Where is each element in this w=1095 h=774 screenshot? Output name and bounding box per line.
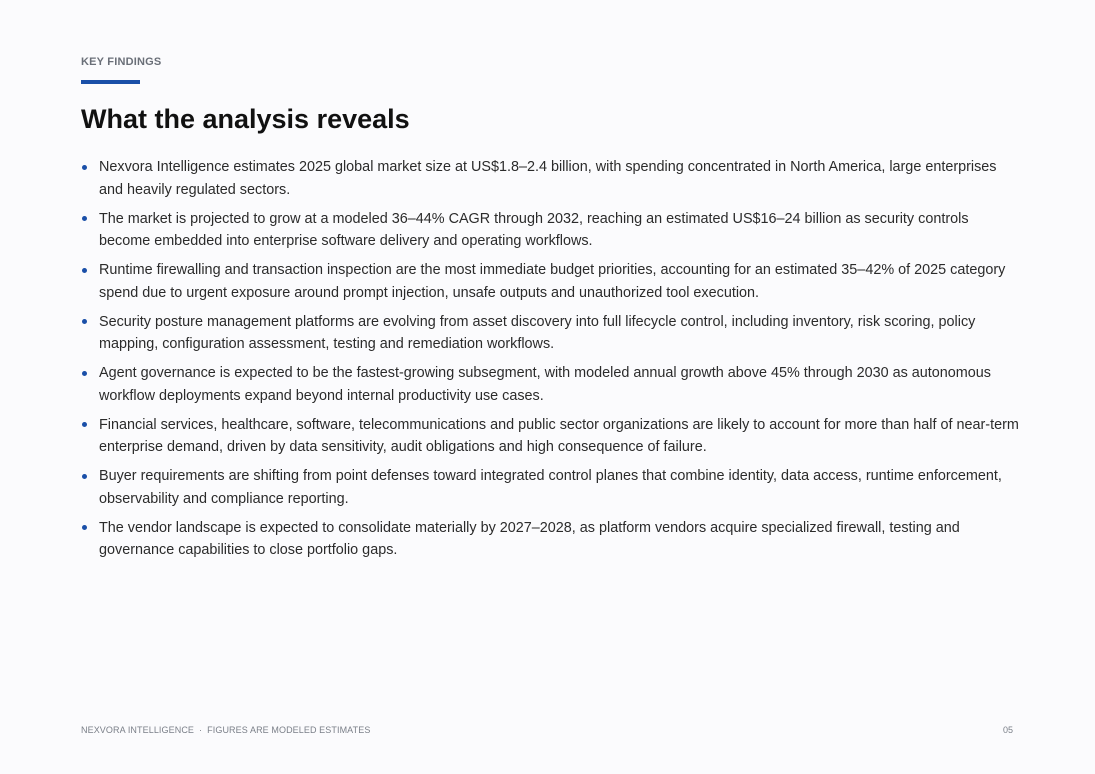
finding-item (81, 208, 1021, 253)
finding-item (81, 311, 1021, 356)
finding-text: Financial services, healthcare, software, telecommunications and public sector organizations are likely to account for more than half of near-term enterprise demand, driven by data sensitivity, audit obligations and high consequence of failure. (99, 416, 1019, 455)
finding-item (81, 517, 1021, 562)
footer-disclaimer: FIGURES ARE MODELED ESTIMATES (207, 725, 371, 735)
bullet-dot-icon (82, 268, 87, 273)
finding-item (81, 414, 1021, 459)
page-number: 05 (1002, 725, 1013, 735)
finding-text: Runtime firewalling and transaction inspection are the most immediate budget priorities, accounting for an estimated 35–42% of 2025 category spend due to urgent exposure around prompt injection, unsafe outputs and unauthorized tool execution. (99, 262, 1006, 301)
footer-separator: · (199, 725, 203, 735)
finding-text: Buyer requirements are shifting from point defenses toward integrated control planes that combine identity, data access, runtime enforcement, observability and compliance reporting. (99, 468, 1002, 507)
bullet-dot-icon (82, 319, 87, 324)
finding-text: The vendor landscape is expected to consolidate materially by 2027–2028, as platform vendors acquire specialized firewall, testing and governance capabilities to close portfolio gaps. (99, 519, 960, 558)
page-title: What the analysis reveals (81, 104, 410, 134)
finding-item (81, 362, 1021, 407)
footer-note (81, 725, 370, 735)
bullet-dot-icon (82, 216, 87, 221)
finding-item (81, 259, 1021, 304)
accent-bar (81, 80, 140, 84)
finding-item (81, 465, 1021, 510)
eyebrow-label: KEY FINDINGS (81, 56, 162, 68)
footer-brand: NEXVORA INTELLIGENCE (81, 725, 195, 735)
findings-list (81, 156, 1021, 568)
finding-text: The market is projected to grow at a modeled 36–44% CAGR through 2032, reaching an estimated US$16–24 billion as security controls become embedded into enterprise software delivery and operating workflows. (99, 210, 969, 249)
finding-text: Security posture management platforms are evolving from asset discovery into full lifecycle control, including inventory, risk scoring, policy mapping, configuration assessment, testing and remediation workflows. (99, 313, 976, 352)
bullet-dot-icon (82, 371, 87, 376)
bullet-dot-icon (82, 165, 87, 170)
bullet-dot-icon (82, 422, 87, 427)
finding-item (81, 156, 1021, 201)
finding-text: Nexvora Intelligence estimates 2025 global market size at US$1.8–2.4 billion, with spending concentrated in North America, large enterprises and heavily regulated sectors. (99, 159, 997, 198)
bullet-dot-icon (82, 525, 87, 530)
finding-text: Agent governance is expected to be the fastest-growing subsegment, with modeled annual growth above 45% through 2030 as autonomous workflow deployments expand beyond internal productivity use cases. (99, 365, 992, 404)
bullet-dot-icon (82, 474, 87, 479)
